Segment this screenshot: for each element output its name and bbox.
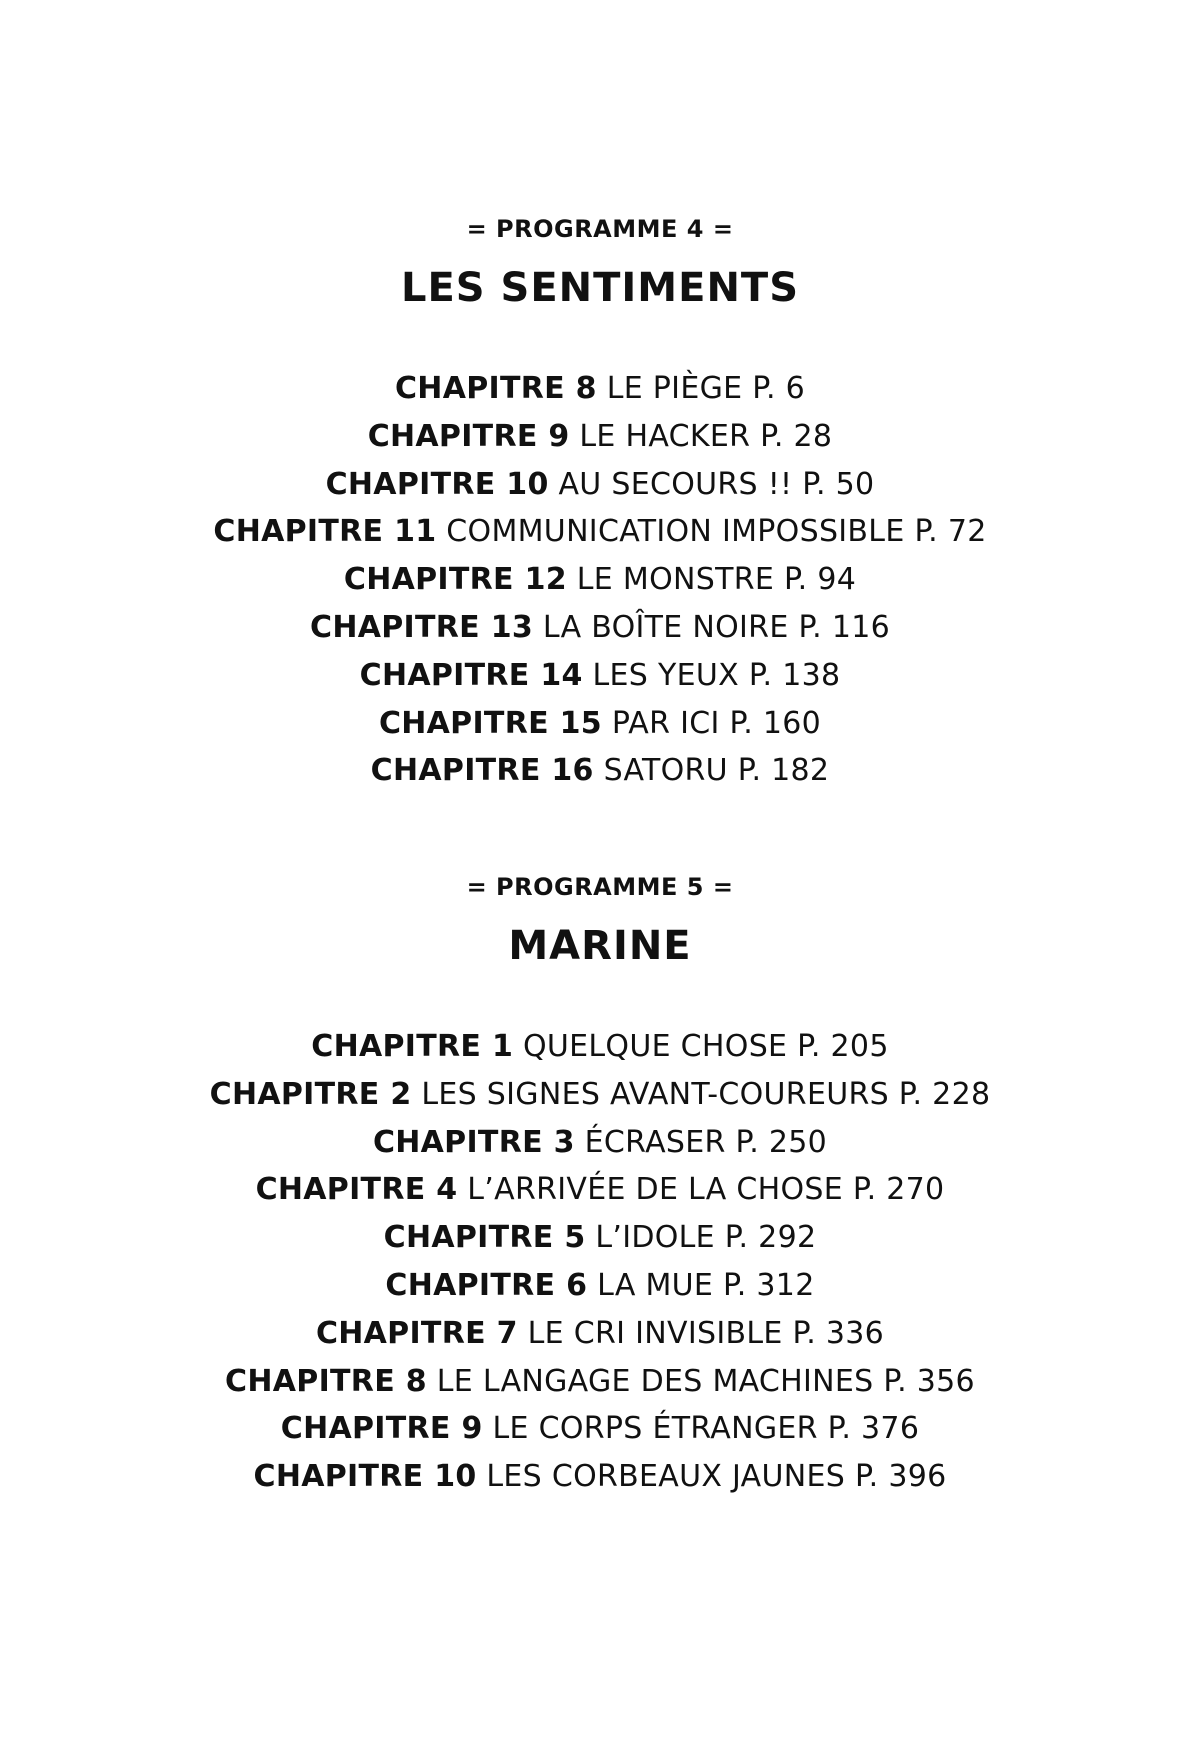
chapter-page-number: P. 270	[852, 1172, 945, 1208]
chapter-page-number: P. 138	[748, 657, 841, 693]
chapter-page-number: P. 28	[760, 418, 833, 454]
chapter-title: LE HACKER	[579, 418, 751, 454]
chapter-number: CHAPITRE 4	[255, 1172, 458, 1208]
chapter-title: AU SECOURS !!	[558, 466, 793, 502]
chapter-number: CHAPITRE 8	[225, 1363, 427, 1399]
chapter-page-number: P. 50	[802, 466, 875, 502]
chapter-page-number: P. 182	[737, 753, 830, 789]
chapter-number: CHAPITRE 15	[378, 705, 602, 741]
chapter-entry	[0, 1262, 1200, 1310]
chapter-entry	[0, 604, 1200, 652]
chapter-entry	[0, 1166, 1200, 1214]
chapter-entry	[0, 652, 1200, 700]
chapter-title: QUELQUE CHOSE	[522, 1029, 788, 1064]
chapter-entry	[0, 1453, 1200, 1501]
chapter-number: CHAPITRE 10	[325, 466, 549, 502]
chapter-title: LES SIGNES AVANT-COUREURS	[421, 1076, 889, 1112]
chapter-number: CHAPITRE 5	[383, 1220, 586, 1256]
chapter-number: CHAPITRE 8	[394, 371, 597, 406]
chapter-entry	[0, 700, 1200, 748]
chapter-title: LE PIÈGE	[606, 371, 743, 406]
chapter-page-number: P. 228	[898, 1076, 991, 1112]
chapter-page-number: P. 160	[729, 705, 822, 741]
program-title: LES SENTIMENTS	[400, 265, 800, 311]
program-5-section	[0, 871, 1200, 1501]
chapter-number: CHAPITRE 12	[343, 562, 567, 598]
chapter-list	[0, 365, 1200, 795]
chapter-number: CHAPITRE 1	[311, 1029, 514, 1064]
program-4-section	[0, 213, 1200, 795]
chapter-entry	[0, 508, 1200, 556]
chapter-title: LES CORBEAUX JAUNES	[486, 1459, 846, 1495]
chapter-entry	[0, 461, 1200, 509]
chapter-number: CHAPITRE 11	[213, 514, 437, 550]
chapter-entry	[0, 413, 1200, 461]
chapter-title: LA MUE	[597, 1267, 714, 1303]
chapter-title: LES YEUX	[592, 657, 739, 693]
chapter-number: CHAPITRE 2	[209, 1076, 412, 1112]
chapter-title: LA BOÎTE NOIRE	[542, 609, 789, 645]
chapter-entry	[0, 1119, 1200, 1167]
chapter-title: L’ARRIVÉE DE LA CHOSE	[467, 1172, 844, 1208]
chapter-title: ÉCRASER	[584, 1124, 726, 1160]
chapter-title: L’IDOLE	[595, 1220, 715, 1256]
chapter-page-number: P. 396	[854, 1459, 947, 1495]
chapter-page-number: P. 116	[798, 609, 890, 645]
chapter-number: CHAPITRE 9	[280, 1411, 483, 1447]
chapter-title: LE LANGAGE DES MACHINES	[436, 1363, 874, 1399]
chapter-page-number: P. 205	[797, 1029, 889, 1064]
chapter-page-number: P. 94	[783, 562, 857, 598]
chapter-entry	[0, 1023, 1200, 1071]
chapter-title: SATORU	[603, 753, 728, 789]
chapter-page-number: P. 336	[792, 1315, 885, 1351]
chapter-title: COMMUNICATION IMPOSSIBLE	[446, 514, 905, 550]
chapter-number: CHAPITRE 3	[372, 1124, 575, 1160]
chapter-title: LE MONSTRE	[576, 562, 775, 598]
chapter-entry	[0, 747, 1200, 795]
chapter-page-number: P. 376	[827, 1411, 920, 1447]
chapter-page-number: P. 312	[723, 1267, 815, 1303]
program-label: = PROGRAMME 4 =	[466, 215, 734, 243]
chapter-page-number: P. 356	[883, 1363, 975, 1399]
chapter-number: CHAPITRE 7	[315, 1315, 518, 1351]
chapter-entry	[0, 1358, 1200, 1406]
program-title: MARINE	[508, 923, 692, 969]
chapter-number: CHAPITRE 9	[367, 418, 570, 454]
chapter-number: CHAPITRE 6	[385, 1267, 588, 1303]
program-label: = PROGRAMME 5 =	[466, 873, 734, 901]
chapter-entry	[0, 1071, 1200, 1119]
chapter-page-number: P. 292	[724, 1220, 817, 1256]
chapter-number: CHAPITRE 10	[253, 1459, 477, 1495]
chapter-number: CHAPITRE 14	[359, 657, 583, 693]
chapter-entry	[0, 556, 1200, 604]
chapter-entry	[0, 365, 1200, 413]
chapter-number: CHAPITRE 16	[370, 753, 594, 789]
chapter-number: CHAPITRE 13	[310, 609, 534, 645]
chapter-entry	[0, 1405, 1200, 1453]
chapter-page-number: P. 72	[914, 514, 987, 550]
chapter-page-number: P. 6	[752, 371, 806, 406]
chapter-page-number: P. 250	[735, 1124, 828, 1160]
chapter-title: PAR ICI	[611, 705, 720, 741]
chapter-list	[0, 1023, 1200, 1501]
chapter-entry	[0, 1310, 1200, 1358]
chapter-title: LE CORPS ÉTRANGER	[492, 1411, 818, 1447]
chapter-title: LE CRI INVISIBLE	[527, 1315, 783, 1351]
chapter-entry	[0, 1214, 1200, 1262]
